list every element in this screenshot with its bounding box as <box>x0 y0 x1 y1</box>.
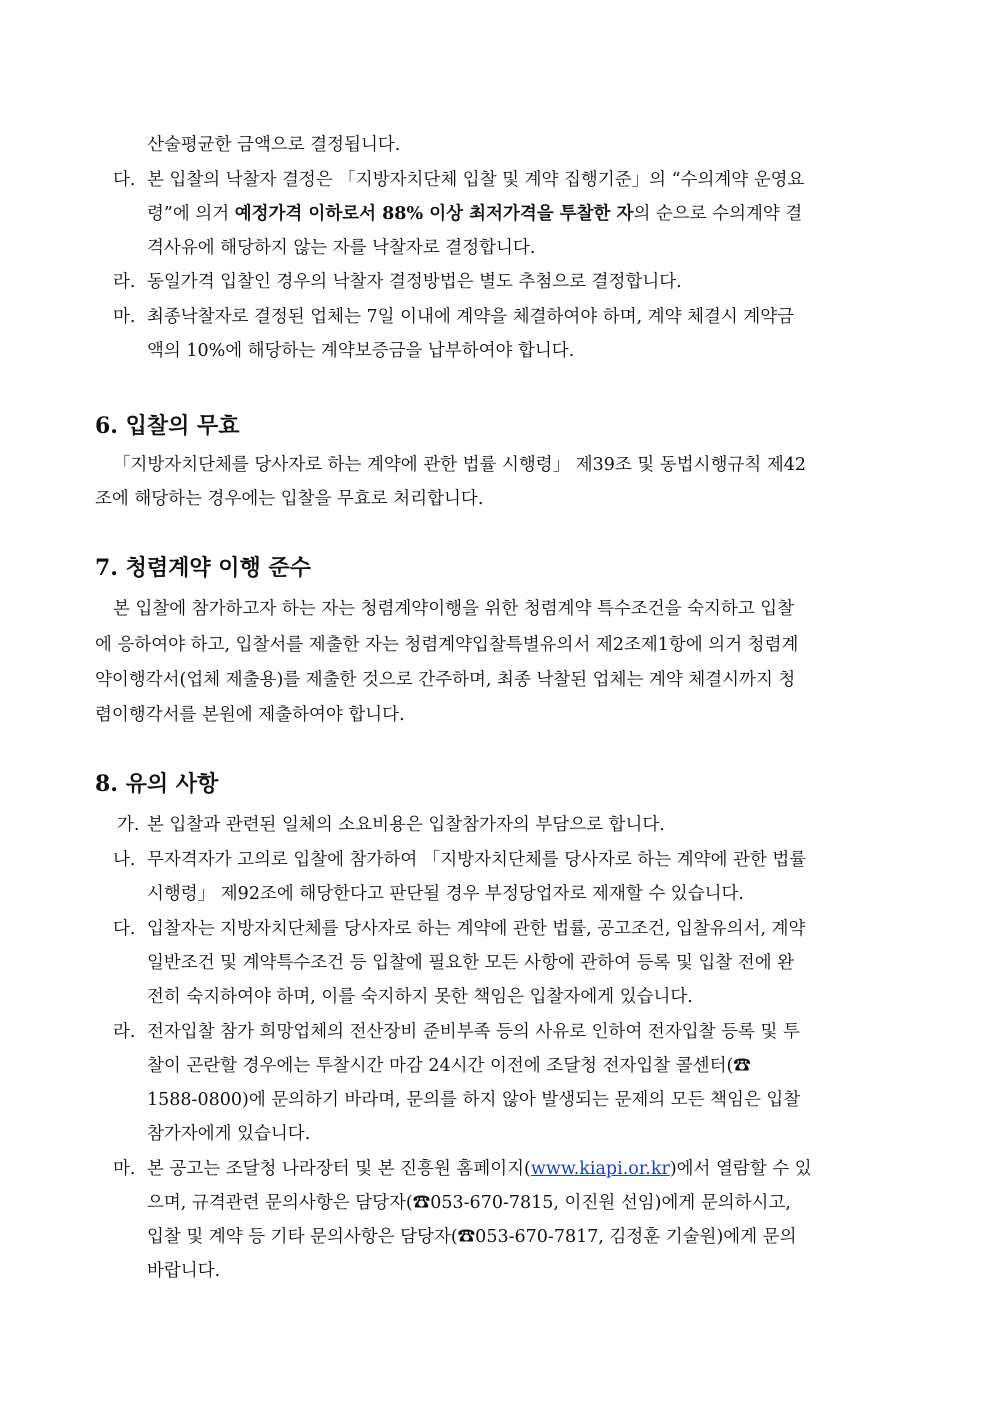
list-marker: 라. <box>113 1022 136 1042</box>
text-line: 액의 10%에 해당하는 계약보증금을 납부하여야 합니다. <box>147 341 575 361</box>
text-line: 입찰 및 계약 등 기타 문의사항은 담당자(☎053-670-7817, 김정훈 기술원)에게 문의 <box>147 1227 797 1247</box>
text-line: 조에 해당하는 경우에는 입찰을 무효로 처리합니다. <box>95 489 484 509</box>
text-line-with-emphasis <box>147 202 802 226</box>
section-heading: 7. 청렴계약 이행 준수 <box>95 555 311 581</box>
text-line: 찰이 곤란할 경우에는 투찰시간 마감 24시간 이전에 조달청 전자입찰 콜센터(☎ <box>147 1056 751 1076</box>
text-line: 시행령」 제92조에 해당한다고 판단될 경우 부정당업자로 제재할 수 있습니다. <box>147 884 744 904</box>
text-line: 전히 숙지하여야 하며, 이를 숙지하지 못한 책임은 입찰자에게 있습니다. <box>147 987 693 1007</box>
text-line-with-link <box>147 1157 812 1181</box>
list-marker: 라. <box>113 272 136 292</box>
text-line: 본 입찰의 낙찰자 결정은 「지방자치단체 입찰 및 계약 집행기준」의 “수의계약 운영요 <box>147 170 805 190</box>
text-line: 「지방자치단체를 당사자로 하는 계약에 관한 법률 시행령」 제39조 및 동법시행규칙 제42 <box>113 455 807 475</box>
text-line: 전자입찰 참가 희망업체의 전산장비 준비부족 등의 사유로 인하여 전자입찰 등록 및 투 <box>147 1022 800 1042</box>
homepage-link[interactable]: www.kiapi.or.kr <box>530 1159 670 1179</box>
text-line: 산술평균한 금액으로 결정됩니다. <box>147 135 401 155</box>
text-line: 최종낙찰자로 결정된 업체는 7일 이내에 계약을 체결하여야 하며, 계약 체결시 계약금 <box>147 307 795 327</box>
text-line: 무자격자가 고의로 입찰에 참가하여 「지방자치단체를 당사자로 하는 계약에 관한 법률 <box>147 850 807 870</box>
section-heading: 8. 유의 사항 <box>95 771 219 797</box>
list-marker: 다. <box>113 919 136 939</box>
text-span: 의 순으로 수의계약 결 <box>633 204 803 224</box>
text-span: 본 공고는 조달청 나라장터 및 본 진흥원 홈페이지( <box>147 1159 531 1179</box>
section-heading: 6. 입찰의 무효 <box>95 413 240 439</box>
text-line: 격사유에 해당하지 않는 자를 낙찰자로 결정합니다. <box>147 238 536 258</box>
text-line: 1588-0800)에 문의하기 바라며, 문의를 하지 않아 발생되는 문제의 모든 책임은 입찰 <box>147 1090 801 1110</box>
text-line: 동일가격 입찰인 경우의 낙찰자 결정방법은 별도 추첨으로 결정합니다. <box>147 272 682 292</box>
text-line: 본 입찰과 관련된 일체의 소요비용은 입찰참가자의 부담으로 합니다. <box>147 815 665 835</box>
text-line: 참가자에게 있습니다. <box>147 1124 311 1144</box>
text-line: 바랍니다. <box>147 1261 221 1281</box>
list-marker: 다. <box>113 170 136 190</box>
text-span: )에서 열람할 수 있 <box>669 1159 812 1179</box>
text-line: 에 응하여야 하고, 입찰서를 제출한 자는 청렴계약입찰특별유의서 제2조제1항에 의거 청렴계 <box>95 635 799 655</box>
list-marker: 나. <box>113 850 136 870</box>
list-marker: 마. <box>113 307 136 327</box>
text-line: 본 입찰에 참가하고자 하는 자는 청렴계약이행을 위한 청렴계약 특수조건을 숙지하고 입찰 <box>113 599 795 619</box>
text-line: 약이행각서(업체 제출용)를 제출한 것으로 간주하며, 최종 낙찰된 업체는 계약 체결시까지 청 <box>95 670 796 690</box>
text-span: 령”에 의거 <box>147 204 235 224</box>
text-line: 일반조건 및 계약특수조건 등 입찰에 필요한 모든 사항에 관하여 등록 및 입찰 전에 완 <box>147 953 795 973</box>
list-marker: 가. <box>117 815 140 835</box>
text-line: 으며, 규격관련 문의사항은 담당자(☎053-670-7815, 이진원 선임)에게 문의하시고, <box>147 1193 791 1213</box>
bold-emphasis: 예정가격 이하로서 88% 이상 최저가격을 투찰한 자 <box>234 204 634 224</box>
text-line: 렴이행각서를 본원에 제출하여야 합니다. <box>95 705 405 725</box>
text-line: 입찰자는 지방자치단체를 당사자로 하는 계약에 관한 법률, 공고조건, 입찰유의서, 계약 <box>147 919 806 939</box>
list-marker: 마. <box>113 1159 136 1179</box>
